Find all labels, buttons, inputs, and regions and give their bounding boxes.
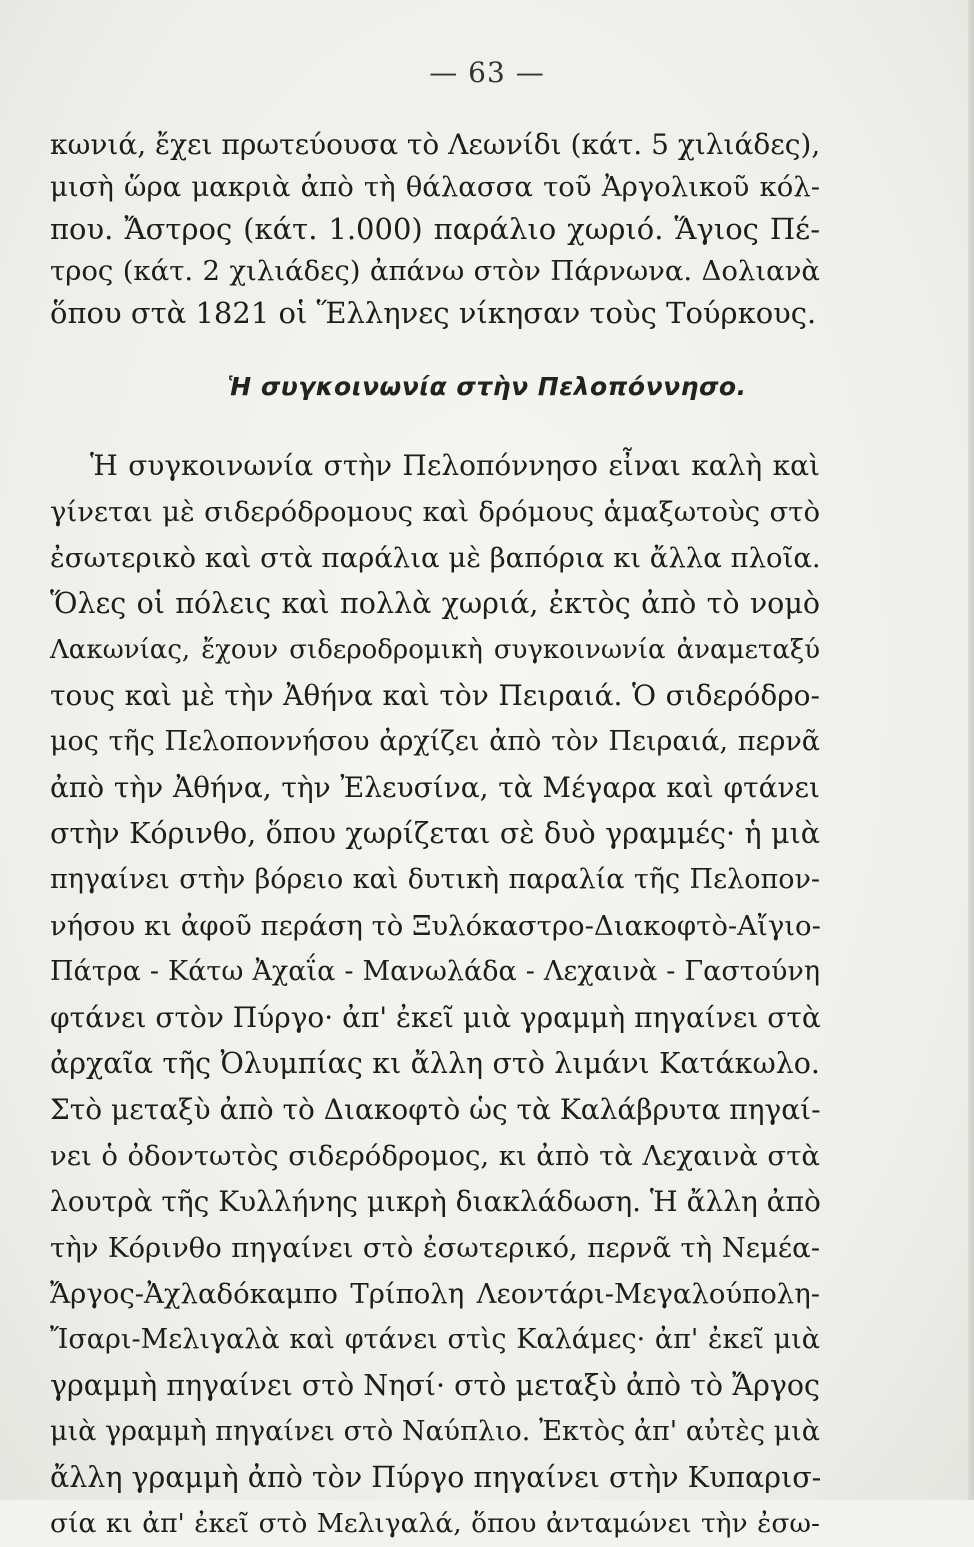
body-paragraph	[50, 443, 820, 1547]
top-paragraph	[50, 124, 820, 334]
text-line: που. Ἄστρος (κάτ. 1.000) παράλιο χωριό. Ἅγιος Πέ-	[50, 212, 820, 246]
text-line: μιὰ γραμμὴ πηγαίνει στὸ Ναύπλιο. Ἐκτὸς ἀπ' αὐτὲς μιὰ	[50, 1416, 820, 1447]
page-edge	[968, 0, 974, 1500]
text-line: μισὴ ὥρα μακριὰ ἀπὸ τὴ θάλασσα τοῦ Ἀργολικοῦ κόλ-	[50, 171, 820, 203]
text-line: Πάτρα - Κάτω Ἀχαΐα - Μανωλάδα - Λεχαινὰ - Γαστούνη	[50, 956, 820, 987]
text-line: Ἡ συγκοινωνία στὴν Πελοπόννησο εἶναι καλὴ καὶ	[90, 449, 820, 482]
text-line: Λακωνίας, ἔχουν σιδεροδρομικὴ συγκοινωνία ἀναμεταξύ	[50, 635, 820, 665]
text-line: νει ὁ ὀδοντωτὸς σιδερόδρομος, κι ἀπὸ τὰ Λεχαινὰ στὰ	[50, 1140, 820, 1172]
text-line: κωνιά, ἔχει πρωτεύουσα τὸ Λεωνίδι (κάτ. 5 χιλιάδες),	[50, 128, 821, 161]
text-line: πηγαίνει στὴν βόρειο καὶ δυτικὴ παραλία τῆς Πελοπον-	[50, 864, 820, 895]
text-line: ἐσωτερικὸ καὶ στὰ παράλια μὲ βαπόρια κι ἄλλα πλοῖα.	[50, 542, 821, 574]
section-heading: Ἡ συγκοινωνία στὴν Πελοπόννησο.	[227, 372, 747, 401]
text-line: νήσου κι ἀφοῦ περάση τὸ Ξυλόκαστρο-Διακοφτὸ-Αἴγιο-	[50, 910, 821, 942]
text-line: Ὅλες οἱ πόλεις καὶ πολλὰ χωριά, ἐκτὸς ἀπὸ τὸ νομὸ	[50, 587, 820, 620]
text-line: τους καὶ μὲ τὴν Ἀθήνα καὶ τὸν Πειραιά. Ὁ σιδερόδρο-	[50, 679, 820, 712]
text-line: ἀρχαῖα τῆς Ὀλυμπίας κι ἄλλη στὸ λιμάνι Κατάκωλο.	[50, 1047, 820, 1080]
text-line: φτάνει στὸν Πύργο· ἀπ' ἐκεῖ μιὰ γραμμὴ πηγαίνει στὰ	[50, 1001, 821, 1034]
text-line: λουτρὰ τῆς Κυλλήνης μικρὴ διακλάδωση. Ἡ ἄλλη ἀπὸ	[50, 1185, 821, 1218]
text-line: Ἴσαρι-Μελιγαλὰ καὶ φτάνει στὶς Καλάμες· ἀπ' ἐκεῖ μιὰ	[50, 1324, 820, 1355]
text-line: τρος (κάτ. 2 χιλιάδες) ἀπάνω στὸν Πάρνωνα. Δολιανὰ	[50, 255, 820, 287]
text-line: ὅπου στὰ 1821 οἱ Ἕλληνες νίκησαν τοὺς Τούρκους.	[50, 296, 817, 330]
text-line: τὴν Κόρινθο πηγαίνει στὸ ἐσωτερικό, περνᾶ τὴ Νεμέα-	[50, 1232, 820, 1264]
text-line: γίνεται μὲ σιδερόδρομους καὶ δρόμους ἁμαξωτοὺς στὸ	[50, 496, 820, 528]
page-number: — 63 —	[429, 56, 545, 89]
text-line: μος τῆς Πελοποννήσου ἀρχίζει ἀπὸ τὸν Πειραιά, περνᾶ	[50, 726, 820, 757]
text-line: στὴν Κόρινθο, ὅπου χωρίζεται σὲ δυὸ γραμμές· ἡ μιὰ	[50, 817, 820, 850]
text-line: Ἄργος-Ἀχλαδόκαμπο Τρίπολη Λεοντάρι-Μεγαλούπολη-	[50, 1278, 820, 1310]
text-line: σία κι ἀπ' ἐκεῖ στὸ Μελιγαλά, ὅπου ἀνταμώνει τὴν ἐσω-	[50, 1508, 820, 1539]
text-line: γραμμὴ πηγαίνει στὸ Νησί· στὸ μεταξὺ ἀπὸ τὸ Ἄργος	[50, 1369, 820, 1402]
text-line: Στὸ μεταξὺ ἀπὸ τὸ Διακοφτὸ ὡς τὰ Καλάβρυτα πηγαί-	[50, 1093, 821, 1126]
text-line: ἀπὸ τὴν Ἀθήνα, τὴν Ἐλευσίνα, τὰ Μέγαρα καὶ φτάνει	[50, 771, 820, 804]
text-line: ἄλλη γραμμὴ ἀπὸ τὸν Πύργο πηγαίνει στὴν Κυπαρισ-	[50, 1461, 822, 1494]
